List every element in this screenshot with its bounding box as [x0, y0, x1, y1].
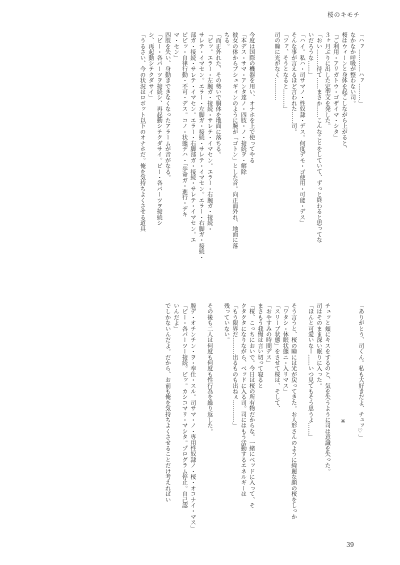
- text-column: 「ファ、そうとなると………」: [281, 32, 288, 112]
- text-tier-lower: [36, 303, 364, 541]
- text-column: 「而正外れた、その勢いで胴体を地面に落ちる。: [214, 32, 221, 158]
- text-column: 「ありがとう、司くん。私も大好きだよ、チュッ♡」: [357, 303, 363, 441]
- text-column: 「ピー・各パーツー接続。ピッ。カシコマリ・マシタ。プログラム停止。自己認: [180, 303, 187, 509]
- text-column: シ、再起動シテクダサイ」: [146, 32, 153, 101]
- text-column: 四肢を失い、身動きできなくなったアラームが音がなる。: [163, 32, 170, 181]
- text-column: 「桜、こっちにおいで。今日は桜の所有物だからな。一緒にベッドに入って、そ: [247, 303, 254, 509]
- text-tier-upper: [36, 32, 364, 290]
- text-column: ちる。: [222, 32, 229, 50]
- text-column: クタクタになりながら、ベッドに入る司。司にはもう活動するエネルギーは: [239, 303, 246, 497]
- text-column: 今度は国際の機器を用い、オナホを上で使ってやる: [247, 32, 254, 164]
- text-column: チュッと頬にキスをするのと、気を失うように司は意識を失った。: [323, 303, 330, 474]
- text-column: サレテ・イマセン。エラー・左脚ガ・接続・サレテ・イマセン。エラー・右脚ガ・接続・: [197, 32, 204, 260]
- section-break-mark: ※: [340, 419, 347, 425]
- text-column: でしかないんだよ。だから、お前も俺を気持ちよくさせることだけ考えればい: [163, 303, 170, 503]
- text-column: 桜はウィーンと身体を起こしながら上がると、: [340, 32, 347, 152]
- text-column: 彼女の体からプシュギィンのように腕が「ゴトン」とした音。向正面外れ、地面に落: [230, 32, 237, 249]
- text-column: 「おい………待て……まさか……こんなことをしていて、ずっと終わると思ってな: [314, 32, 321, 243]
- running-header: 桜のキモチ: [327, 12, 360, 19]
- text-column: 膣デ・オチンチン・ヲ・奉仕・スル。司サマ・ノ・専用性奴隷ノ・桜・オコナイ・マス」: [188, 303, 195, 531]
- text-column: まさもう我慢は言い切って寝ると: [256, 303, 263, 389]
- text-column: [263, 32, 271, 290]
- text-column: [297, 303, 305, 541]
- text-column: [255, 32, 263, 290]
- text-column: [213, 303, 221, 541]
- text-column: 「ハァ…………ハァ………」: [357, 32, 363, 107]
- text-column: 「ほんと可愛いなー……いつ見てもそう思うよ……」: [306, 303, 313, 440]
- text-column: 司の瞳に光がなく…………: [272, 32, 279, 101]
- text-column: 部ガ・接続・サレテ・イマセン。エラー・右脚部ガ・接続・サレテ・イマセン。エ: [188, 32, 195, 243]
- text-column: 「うるさい、今の状況はロボット以下のオナホだ。俺を気持ちよくさせる道具: [138, 32, 145, 232]
- text-column: 「ハイ。私ハ・司サマノ・性奴隷・デス。何度デモ・ゴ使用・可能・デス」: [298, 32, 305, 226]
- text-column: 「ご利用・アリガトウ・ゴザイマ・シタ」: [331, 32, 338, 141]
- text-column: そう言うと、桜の瞳には光が戻ってきた。お人形さんのように綺麗な顔の桜をしっか: [289, 303, 296, 520]
- text-column: その後も二人は何度も何度も性行為を繰り返した。: [205, 303, 212, 435]
- text-column: 残っていない。: [222, 303, 229, 343]
- text-column: そんな事が言えるほど言われた……司。: [289, 32, 296, 135]
- page-number: 39: [346, 542, 354, 549]
- text-column: 「本デス・サマ・アンタ達ノ・四肢・ノ・接続ヲ・解除: [239, 32, 246, 175]
- text-column: 「もう限界だ………出るものも出ねぇ…………」: [230, 303, 237, 429]
- text-column: 「おやすみの時間デス」: [264, 303, 271, 366]
- text-column: 「ピー・各パーツヲ接続シ、再起動シテクダサイ。ピー・各パーツヲ接続シ: [155, 32, 162, 226]
- text-column: [330, 303, 338, 541]
- text-column: 「スリープ状態」をさせて桜は、そして、: [272, 303, 279, 412]
- text-column: [347, 303, 355, 541]
- text-column: 「ピッ。エラー・左腕ガ・接続・サレテ・イマセン。エラー・右腕ガ・接続・: [205, 32, 212, 232]
- text-column: 司はそのまま深い眠りに入った。: [314, 303, 321, 389]
- text-column: ピピッ・自律行動・不可・デス。コノ・状態デハ・「歩命ガ・進行・デキ: [180, 32, 187, 218]
- text-column: いんだよ」: [172, 303, 179, 332]
- text-column: [196, 303, 204, 541]
- text-column: 「ワタシ・休眠状態ニ・入リマス」: [281, 303, 288, 395]
- text-column: ３ヶ月ぶりに出した定型文を発した。: [323, 32, 330, 129]
- text-column: いだろうな……」: [306, 32, 313, 78]
- text-column: マ・セン」: [172, 32, 179, 61]
- text-column: なかなか呼吸が整わない司。: [348, 32, 355, 107]
